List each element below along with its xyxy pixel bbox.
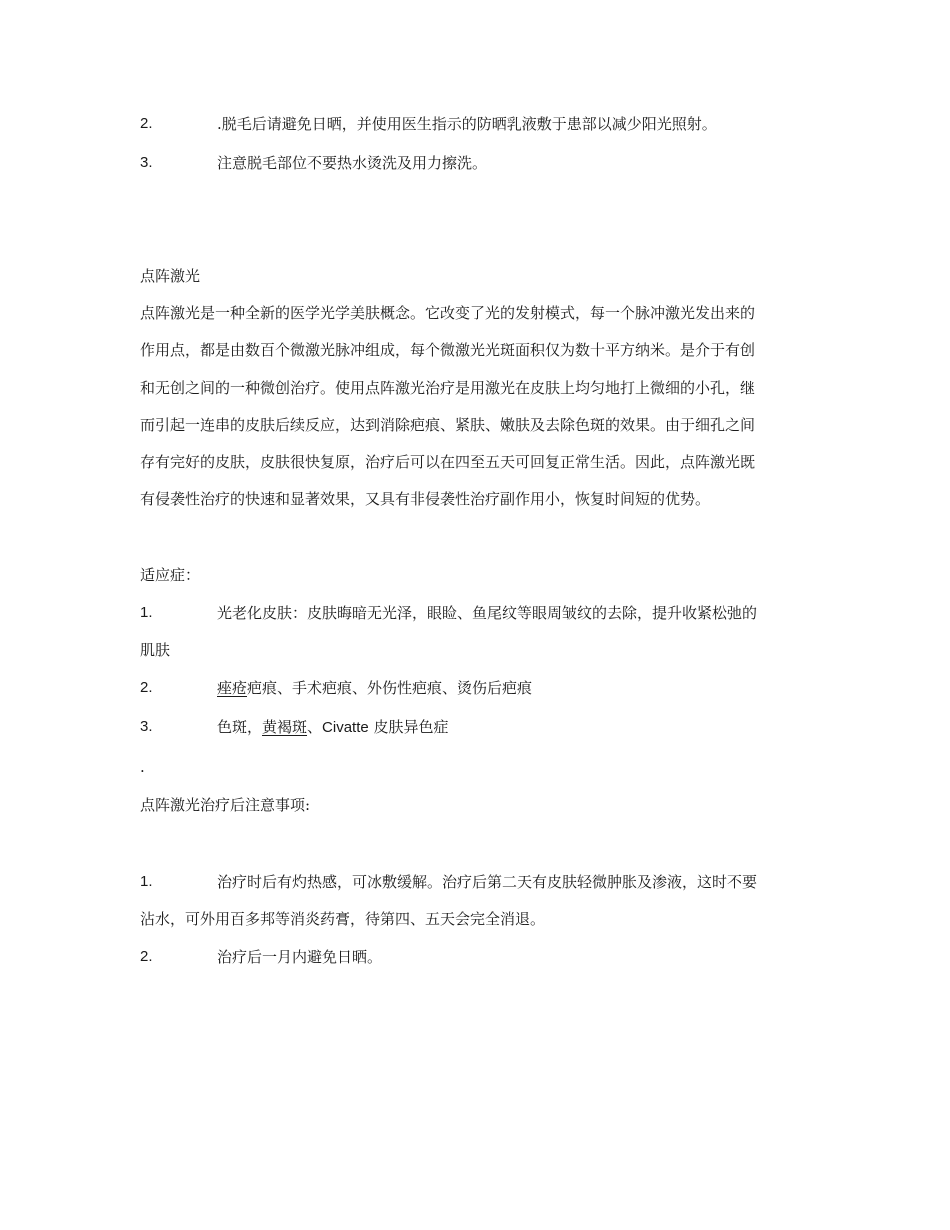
- list-item-text: [217, 717, 449, 738]
- list-number: 3.: [140, 718, 153, 735]
- list-number: 1.: [140, 873, 153, 890]
- list-item-continuation: 沾水，可外用百多邦等消炎药膏，待第四、五天会完全消退。: [140, 910, 546, 928]
- paragraph-line: 和无创之间的一种微创治疗。使用点阵激光治疗是用激光在皮肤上均匀地打上微细的小孔，继: [140, 379, 756, 397]
- underlined-term: 痤疮: [217, 679, 248, 697]
- underlined-term: 黄褐斑: [262, 718, 308, 736]
- list-item-text: 治疗后一月内避免日晒。: [217, 948, 383, 966]
- list-item-rest: 皮肤异色症: [368, 718, 449, 736]
- list-number: 2.: [140, 115, 153, 132]
- paragraph-line: 作用点，都是由数百个微激光脉冲组成，每个微激光光斑面积仅为数十平方纳米。是介于有创: [140, 341, 756, 359]
- section-title: 点阵激光: [140, 267, 201, 285]
- list-number: 2.: [140, 679, 153, 696]
- list-item-rest: 疤痕、手术疤痕、外伤性疤痕、烫伤后疤痕: [247, 679, 533, 697]
- list-number: 2.: [140, 948, 153, 965]
- indications-title: 适应症：: [140, 566, 201, 584]
- list-item-pre: 色斑，: [217, 718, 263, 736]
- latin-term: Civatte: [322, 719, 369, 736]
- paragraph-line: 有侵袭性治疗的快速和显著效果，又具有非侵袭性治疗副作用小，恢复时间短的优势。: [140, 490, 711, 508]
- list-item-text: 治疗时后有灼热感，可冰敷缓解。治疗后第二天有皮肤轻微肿胀及渗液，这时不要: [217, 873, 758, 891]
- paragraph-line: 点阵激光是一种全新的医学光学美肤概念。它改变了光的发射模式，每一个脉冲激光发出来的: [140, 304, 756, 322]
- list-item-continuation: 肌肤: [140, 641, 171, 659]
- paragraph-line: 存有完好的皮肤，皮肤很快复原，治疗后可以在四至五天可回复正常生活。因此，点阵激光既: [140, 453, 756, 471]
- paragraph-line: 而引起一连串的皮肤后续反应，达到消除疤痕、紧肤、嫩肤及去除色斑的效果。由于细孔之间: [140, 416, 756, 434]
- list-item-text: [217, 678, 532, 698]
- separator: 、: [307, 718, 323, 736]
- list-number: 1.: [140, 604, 153, 621]
- stray-dot: .: [140, 758, 145, 776]
- aftercare-title: 点阵激光治疗后注意事项:: [140, 796, 311, 814]
- list-number: 3.: [140, 154, 153, 171]
- list-item-text: 注意脱毛部位不要热水烫洗及用力擦洗。: [217, 154, 488, 172]
- list-item-text: .脱毛后请避免日晒，并使用医生指示的防晒乳液敷于患部以减少阳光照射。: [217, 115, 717, 133]
- list-item-text: 光老化皮肤：皮肤晦暗无光泽，眼睑、鱼尾纹等眼周皱纹的去除，提升收紧松弛的: [217, 604, 758, 622]
